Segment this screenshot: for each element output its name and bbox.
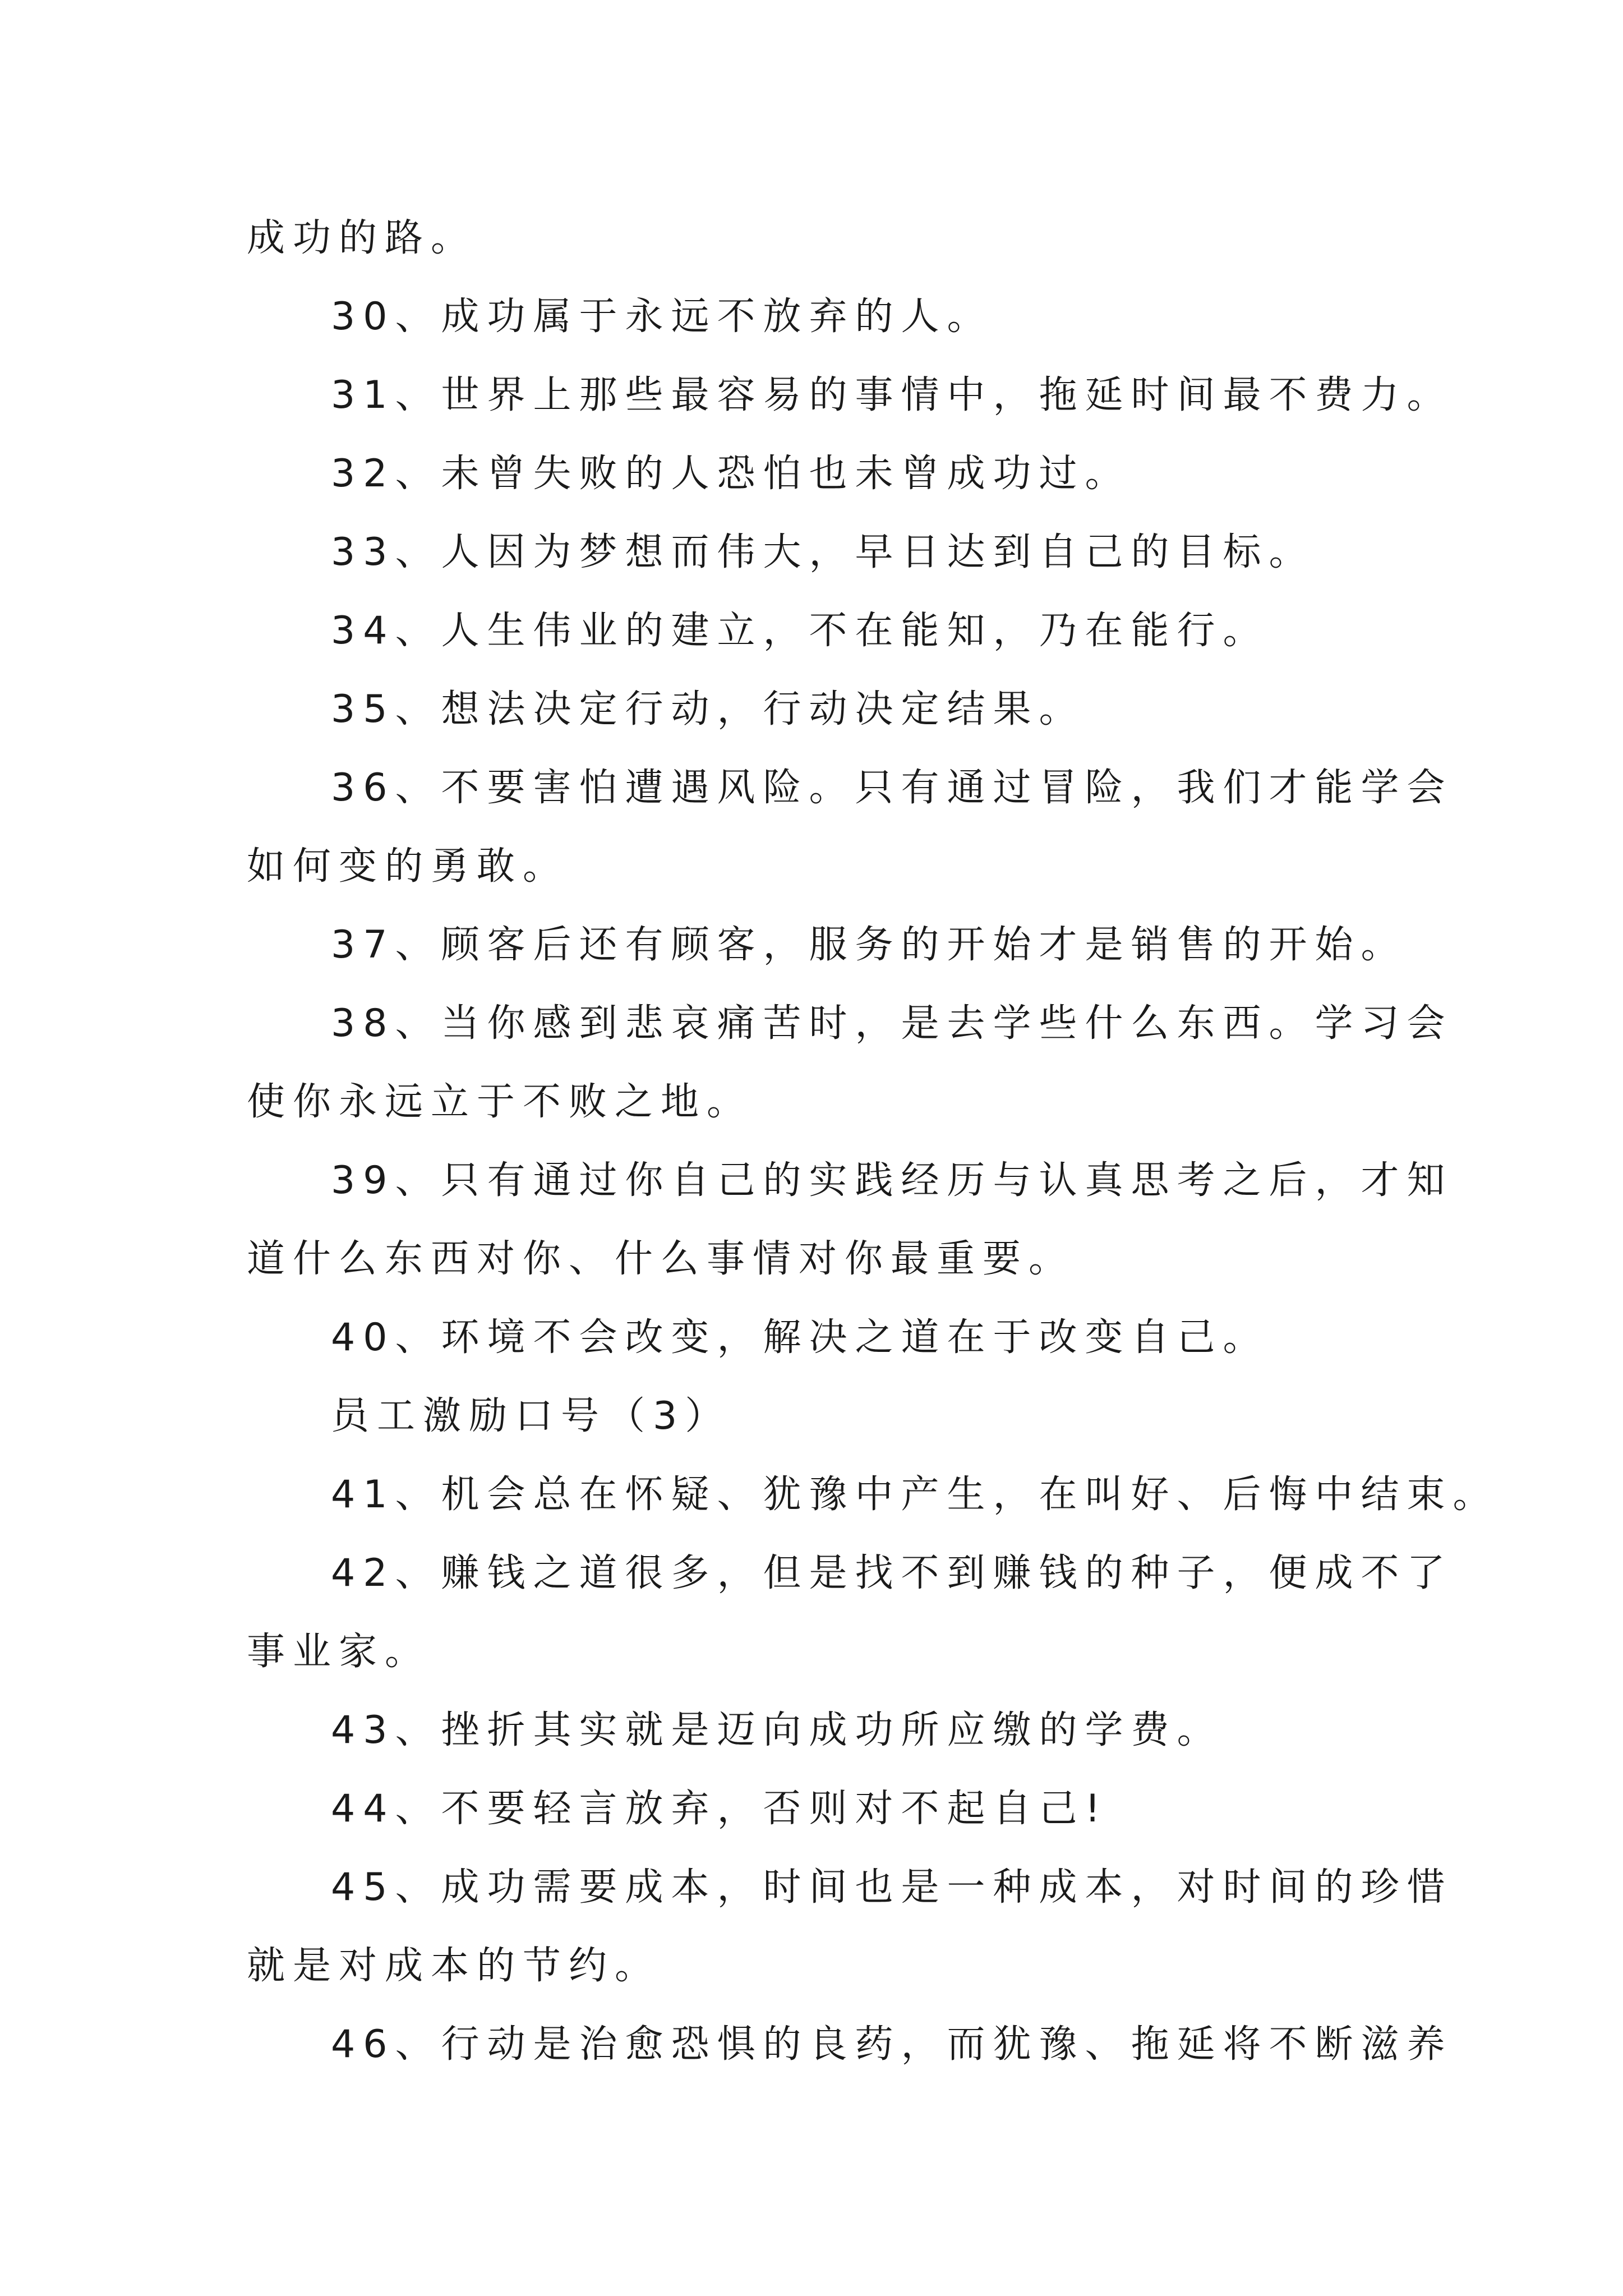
text-line-20: 43、挫折其实就是迈向成功所应缴的学费。 [331,1708,1223,1752]
section-heading: 员工激励口号（3） [331,1394,731,1438]
text-line-6: 34、人生伟业的建立，不在能知，乃在能行。 [331,609,1269,653]
text-line-22: 45、成功需要成本，时间也是一种成本，对时间的珍惜 [331,1865,1453,1910]
text-line-19: 事业家。 [247,1630,431,1674]
text-line-21: 44、不要轻言放弃，否则对不起自己! [331,1787,1108,1831]
text-line-9: 如何变的勇敢。 [247,844,569,889]
text-line-14: 道什么东西对你、什么事情对你最重要。 [247,1237,1075,1281]
text-line-12: 使你永远立于不败之地。 [247,1080,753,1124]
text-line-11: 38、当你感到悲哀痛苦时，是去学些什么东西。学习会 [331,1001,1453,1046]
text-line-1: 成功的路。 [247,216,477,260]
text-line-5: 33、人因为梦想而伟大，早日达到自己的目标。 [331,530,1315,574]
text-line-2: 30、成功属于永远不放弃的人。 [331,295,993,339]
text-line-23: 就是对成本的节约。 [247,1944,661,1988]
text-line-24: 46、行动是治愈恐惧的良药，而犹豫、拖延将不断滋养 [331,2022,1453,2067]
text-line-15: 40、环境不会改变，解决之道在于改变自己。 [331,1315,1269,1360]
text-line-17: 41、机会总在怀疑、犹豫中产生，在叫好、后悔中结束。 [331,1473,1499,1517]
text-line-18: 42、赚钱之道很多，但是找不到赚钱的种子，便成不了 [331,1551,1453,1595]
text-line-7: 35、想法决定行动，行动决定结果。 [331,687,1085,731]
text-line-8: 36、不要害怕遭遇风险。只有通过冒险，我们才能学会 [331,766,1453,810]
text-line-13: 39、只有通过你自己的实践经历与认真思考之后，才知 [331,1158,1453,1203]
text-line-4: 32、未曾失败的人恐怕也未曾成功过。 [331,452,1131,496]
text-line-10: 37、顾客后还有顾客，服务的开始才是销售的开始。 [331,923,1407,967]
text-line-3: 31、世界上那些最容易的事情中，拖延时间最不费力。 [331,373,1453,417]
